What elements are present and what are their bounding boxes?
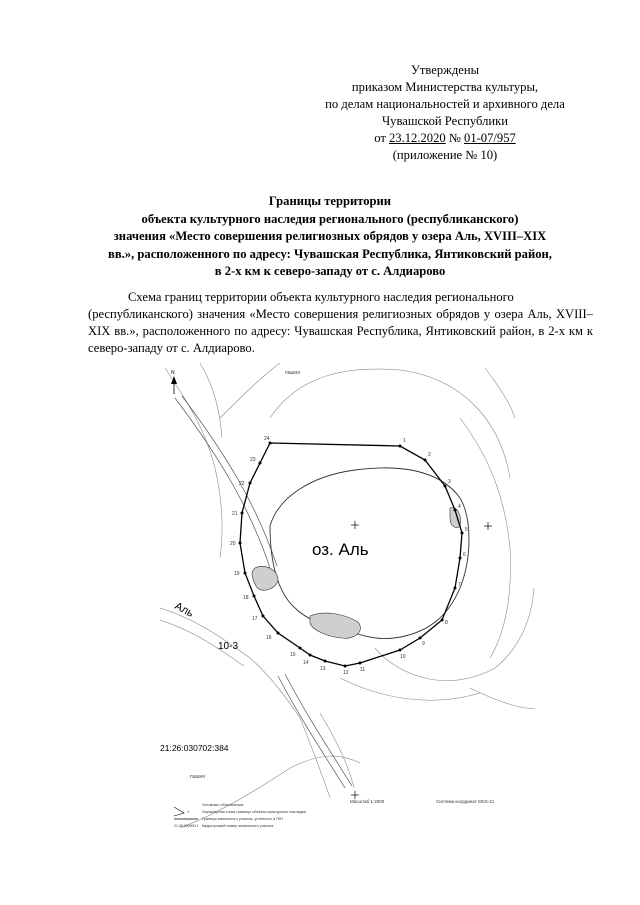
bottom-field-label: пашня [190, 774, 205, 780]
approval-block [300, 62, 590, 164]
legend-title: Условные обозначения: [202, 803, 245, 807]
terrain-contours [160, 363, 535, 828]
point-label: 16 [266, 635, 272, 641]
title-line: значения «Место совершения религиозных обрядов у озера Аль, XVIII–XIX [113, 229, 547, 243]
approval-date-line [300, 130, 590, 147]
north-arrow [171, 370, 177, 394]
description-paragraph [88, 289, 593, 357]
point-label: 2 [428, 452, 431, 458]
point-label: 13 [320, 666, 326, 672]
approval-line: по делам национальностей и архивного дела [325, 97, 565, 111]
legend-point-code: 1 [187, 810, 190, 814]
top-field-label: пашня [285, 370, 300, 376]
point-label: 12 [343, 670, 349, 676]
grid-cross [484, 522, 492, 530]
legend-item: Кадастровый номер земельного участка [202, 824, 274, 828]
point-label: 7 [458, 582, 461, 588]
paragraph-line: Схема границ территории объекта культурного наследия регионального [128, 290, 514, 304]
map-svg [160, 358, 535, 833]
approval-line: Чувашской Республики [382, 114, 508, 128]
coordinate-system-text: Система координат МСК-21 [436, 799, 495, 804]
number-sign: № [448, 131, 461, 145]
approval-line: приказом Министерства культуры, [351, 80, 539, 94]
lake-label: оз. Аль [312, 540, 369, 559]
center-cross [351, 521, 359, 529]
marsh-patches [252, 508, 460, 639]
scale-text: Масштаб 1:2000 [350, 799, 385, 804]
point-label: 17 [252, 616, 258, 622]
point-label: 10 [400, 654, 406, 660]
legend-item: Граница земельного участка, учтенного в ГКН [202, 817, 284, 821]
point-label: 8 [445, 620, 448, 626]
cadastral-label: 21:26:030702:384 [160, 743, 229, 753]
point-label: 5 [465, 527, 468, 533]
title-line: в 2-х км к северо-западу от с. Алдиарово [214, 264, 446, 278]
point-label: 24 [264, 436, 270, 442]
parcel-label: 10-3 [218, 641, 239, 652]
north-label: N [171, 370, 175, 376]
title-line: вв.», расположенного по адресу: Чувашская Республика, Янтиковский район, [108, 246, 552, 261]
point-label: 1 [403, 438, 406, 444]
order-date: 23.12.2020 [389, 131, 446, 145]
paragraph-line: (республиканского) значения «Место совершения религиозных обрядов у озера [88, 307, 524, 321]
point-label: 14 [303, 660, 309, 666]
paragraph-line: Янтиковский район, в 2-х км к северо-западу от с. Алдиарово. [88, 324, 593, 355]
boundary-map [160, 358, 535, 833]
document-title [80, 193, 580, 281]
date-prefix: от [374, 131, 386, 145]
point-label: 23 [250, 457, 256, 463]
legend-item: Характерная точка границы объекта культурного наследия [202, 810, 307, 814]
river-label: Аль [172, 600, 196, 620]
point-label: 18 [243, 595, 249, 601]
point-label: 22 [239, 481, 245, 487]
legend-cadastral-code: 21:26:000000:1 [174, 824, 199, 828]
map-legend [174, 803, 306, 828]
grid-cross [351, 791, 359, 799]
point-label: 19 [234, 571, 240, 577]
point-label: 15 [290, 652, 296, 658]
point-label: 21 [232, 511, 238, 517]
point-label: 11 [360, 667, 366, 673]
point-label: 9 [422, 641, 425, 647]
point-label: 4 [458, 504, 461, 510]
appendix-label: (приложение № 10) [392, 148, 498, 162]
legend-point-symbol [174, 807, 184, 816]
approval-line: Утверждены [410, 63, 480, 77]
paragraph-line: Аль, XVIII–XIX вв.», расположенного по адресу: Чувашская Республика, [88, 307, 593, 338]
title-line: объекта культурного наследия регионального (республиканского) [141, 211, 519, 226]
point-label: 6 [463, 552, 466, 558]
lake-shoreline [270, 468, 469, 639]
title-line: Границы территории [268, 194, 392, 208]
point-label: 3 [448, 479, 451, 485]
order-number: 01-07/957 [464, 131, 516, 145]
point-label: 20 [230, 541, 236, 547]
